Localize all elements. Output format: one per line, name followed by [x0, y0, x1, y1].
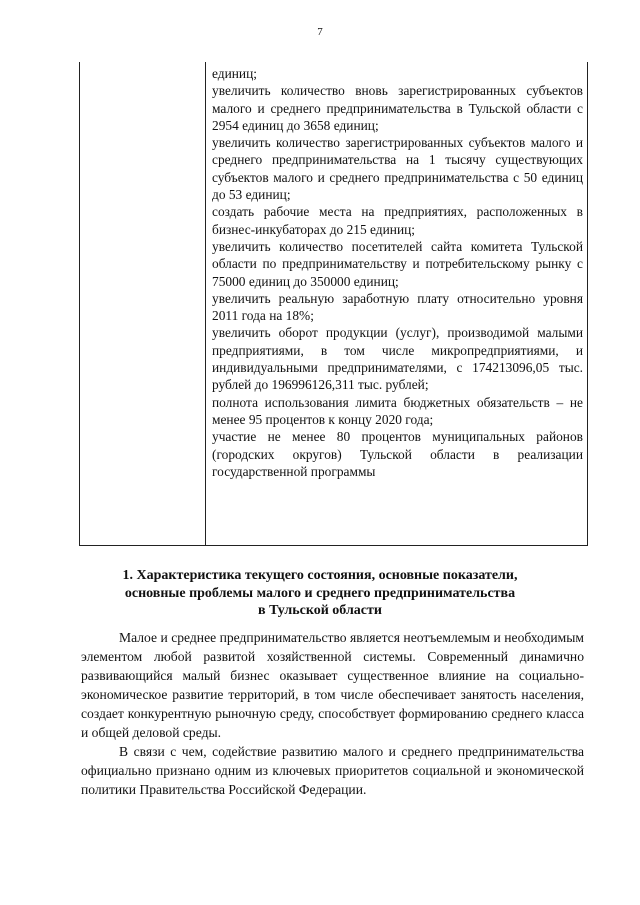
section-heading-line: в Тульской области — [258, 603, 382, 618]
body-text — [81, 628, 584, 799]
table-item: полнота использования лимита бюджетных обязательств – не менее 95 процентов к концу 2020 года; — [212, 394, 583, 427]
table-item: увеличить реальную заработную плату относительно уровня 2011 года на 18%; — [212, 290, 583, 324]
goals-table — [79, 62, 588, 546]
paragraph: Малое и среднее предпринимательство является неотъемлемым и необходимым элементом любой развитой хозяйственной системы. Современный динамично развивающийся малый бизнес оказывает существенное влияние на социально-экономическое развитие территорий, в том числе обеспечивает занятость населения, создает конкурентную рыночную среду, способствует формированию среднего класса и общей деловой среды. — [81, 630, 584, 740]
section-heading-line: 1. Характеристика текущего состояния, основные показатели, — [122, 568, 518, 583]
page-number: 7 — [317, 26, 323, 38]
table-item: единиц; — [212, 66, 257, 81]
table-column-divider — [205, 62, 206, 545]
section-heading — [100, 567, 540, 620]
table-item: увеличить оборот продукции (услуг), производимой малыми предприятиями, в том числе микропредприятиями, и индивидуальными предпринимателями, с 174213096,05 тыс. рублей до 196996126,311 тыс. рублей; — [212, 325, 583, 393]
table-item: создать рабочие места на предприятиях, расположенных в бизнес-инкубаторах до 215 единиц; — [212, 204, 583, 237]
table-item: увеличить количество вновь зарегистрированных субъектов малого и среднего предпринимательства в Тульской области с 2954 единиц до 3658 единиц; — [212, 83, 583, 133]
table-item: участие не менее 80 процентов муниципальных районов (городских округов) Тульской области в реализации государственной программы — [212, 429, 583, 479]
table-item: увеличить количество посетителей сайта комитета Тульской области по предпринимательству и потребительскому рынку с 75000 единиц до 350000 единиц; — [212, 238, 583, 289]
paragraph: В связи с чем, содействие развитию малого и среднего предпринимательства официально признано одним из ключевых приоритетов социальной и экономической политики Правительства Российской Федерации. — [81, 744, 584, 797]
table-item: увеличить количество зарегистрированных субъектов малого и среднего предпринимательства на 1 тысячу существующих субъектов малого и среднего предпринимательства с 50 единиц до 53 единиц; — [212, 135, 583, 203]
table-indicators-cell — [212, 65, 583, 480]
section-heading-line: основные проблемы малого и среднего предпринимательства — [124, 585, 516, 601]
